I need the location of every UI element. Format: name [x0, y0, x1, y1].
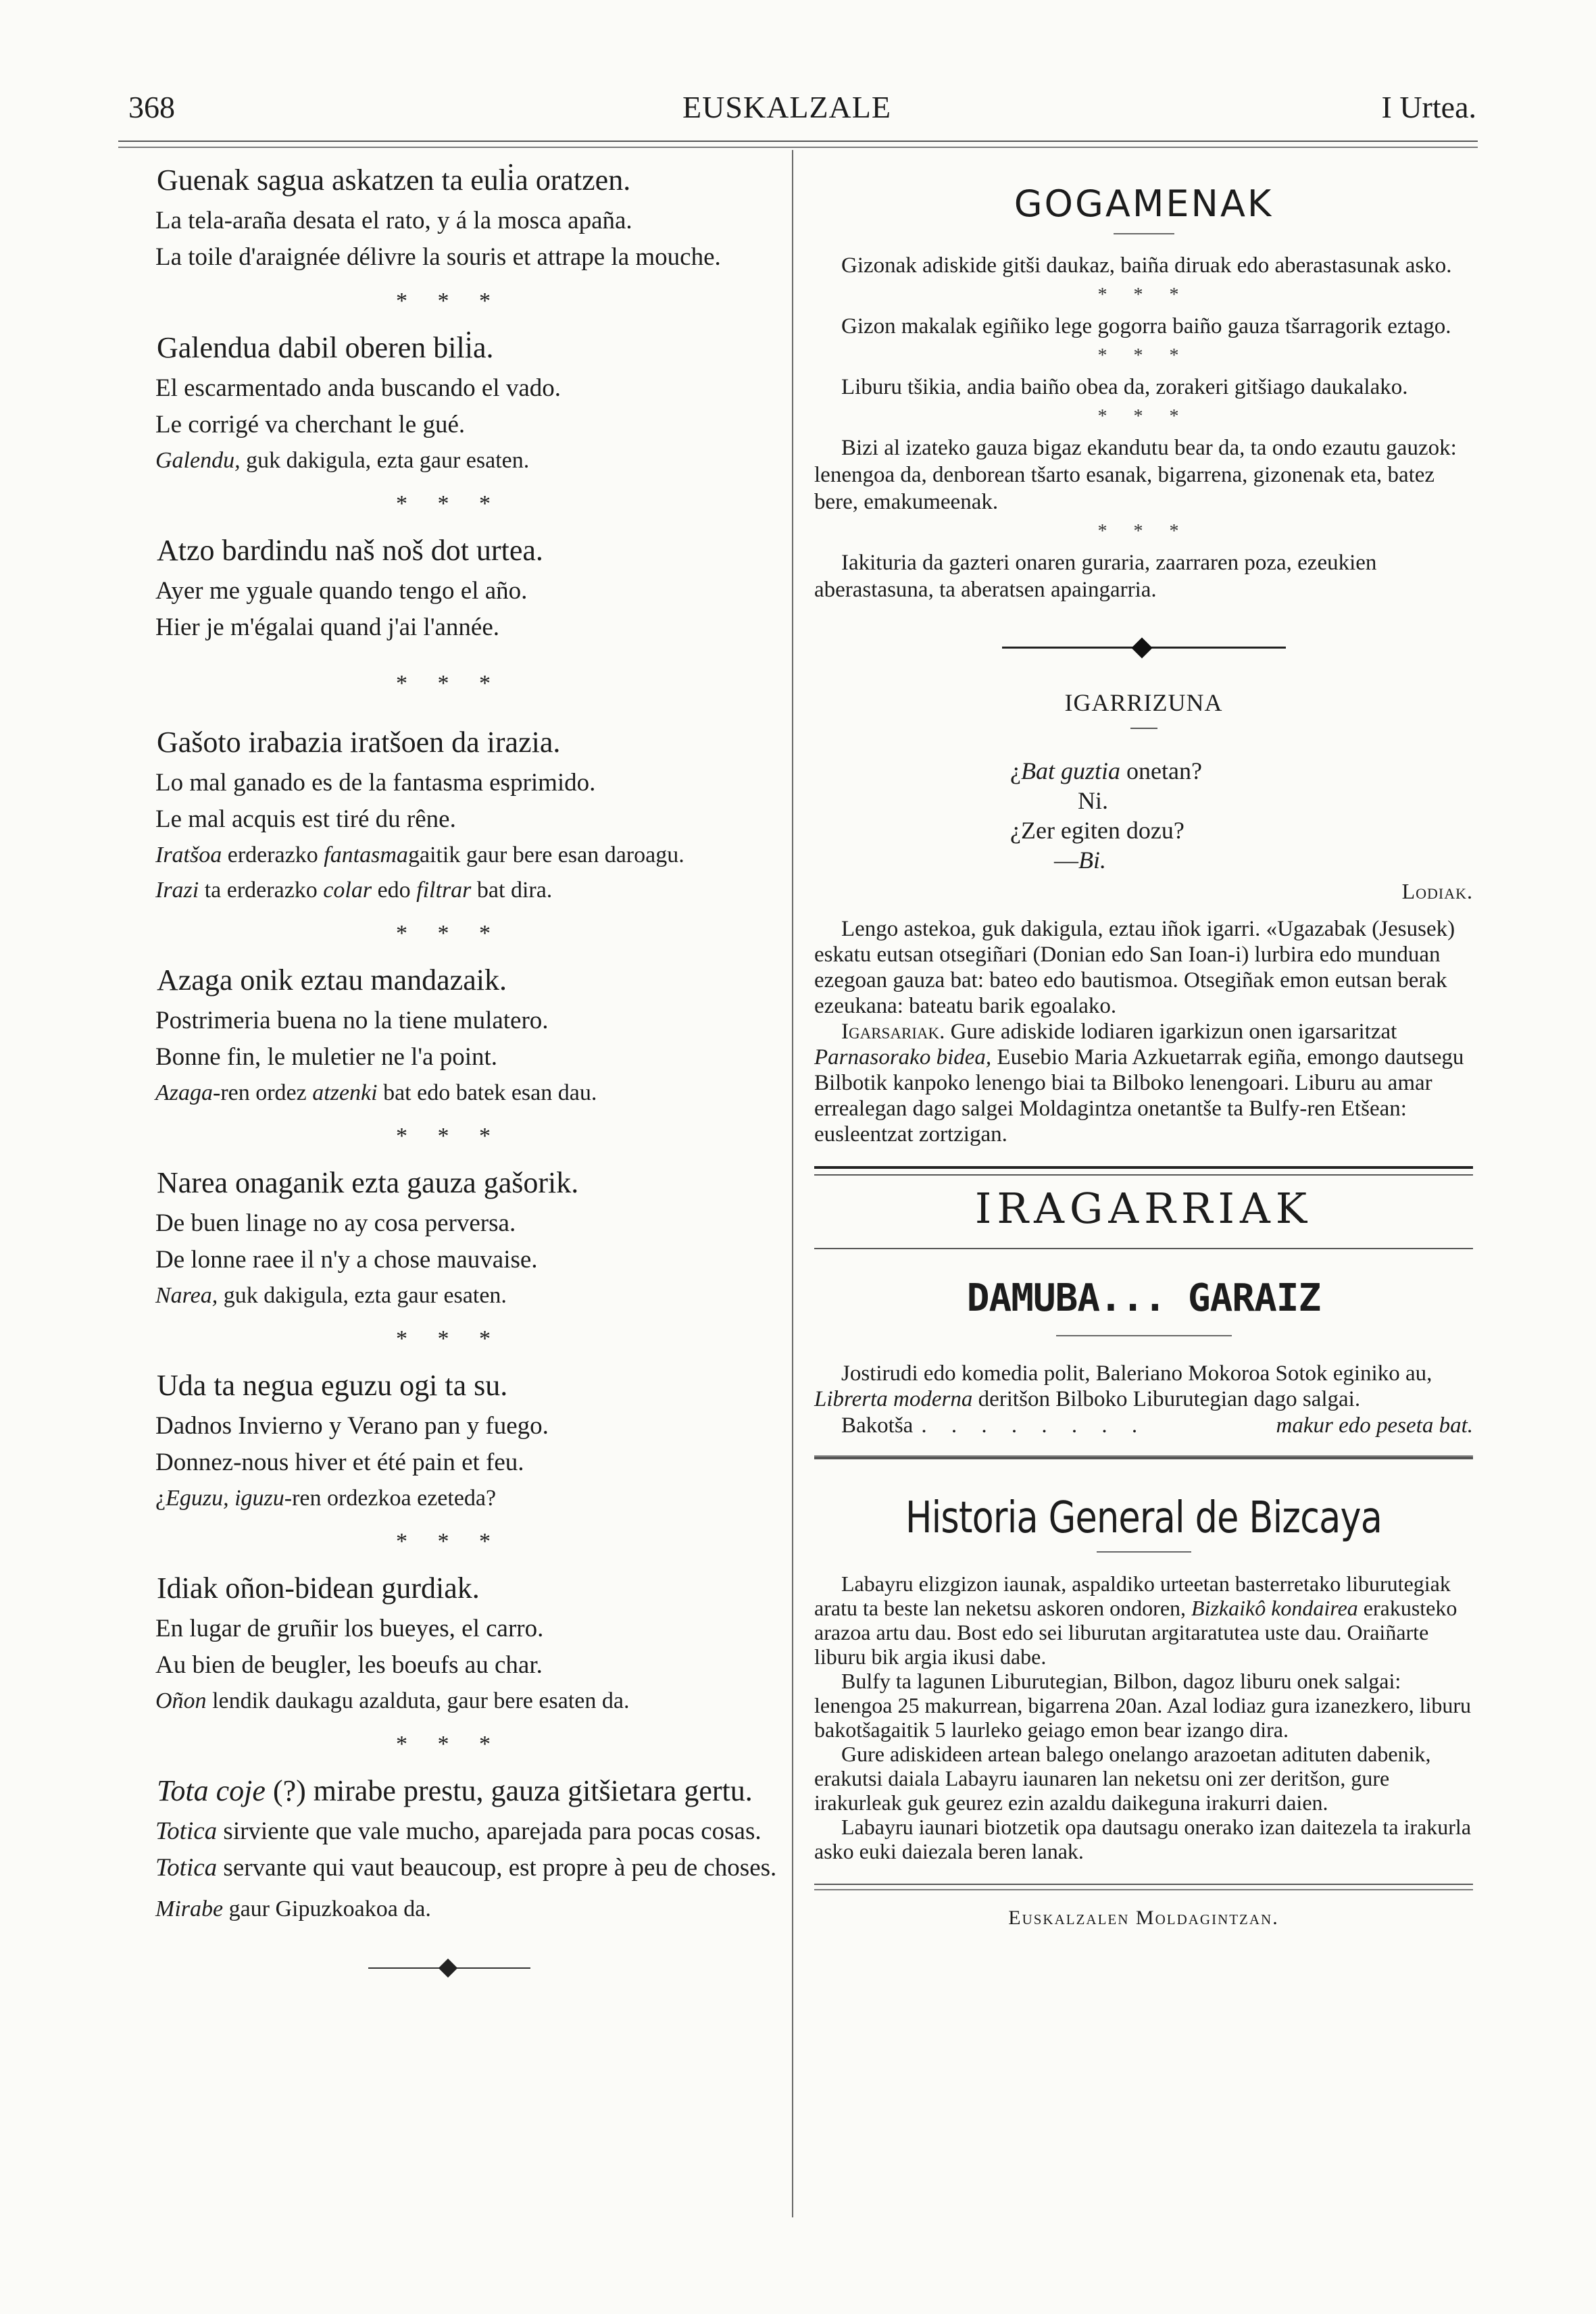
french-translation: Donnez-nous hiver et été pain et feu. — [155, 1449, 524, 1476]
ad-text: Jostirudi edo komedia polit, Baleriano Mokoroa Sotok eginiko au, Librerta moderna deritšon Bilboko Liburutegian dago salgai. — [814, 1361, 1432, 1411]
proverb-note: Oñon lendik daukagu azalduta, gaur bere esaten da. — [155, 1688, 630, 1713]
title-rule — [1097, 1551, 1191, 1553]
french-translation: Le corrigé va cherchant le gué. — [155, 411, 466, 438]
proverb: Uda ta negua eguzu ogi ta su. — [157, 1369, 508, 1402]
proverb-note: Irazi ta erderazko colar edo filtrar bat dira. — [155, 878, 553, 903]
riddle-signature: Lodiak. — [1401, 879, 1473, 903]
ornament-divider — [368, 1958, 530, 1978]
separator-stars: * * * — [396, 491, 503, 516]
spanish-translation: El escarmentado anda buscando el vado. — [155, 374, 561, 402]
spanish-translation: En lugar de gruñir los bueyes, el carro. — [155, 1615, 544, 1642]
column-divider — [792, 150, 793, 2217]
header-rule — [118, 141, 1478, 148]
proverb-note: Iratšoa erderazko fantasmagaitik gaur bere esan daroagu. — [155, 842, 684, 867]
separator-stars: * * * — [396, 1124, 503, 1149]
proverb-note: Galendu, guk dakigula, ezta gaur esaten. — [155, 448, 530, 473]
thought-item: Gizonak adiskide gitši daukaz, baiña diruak edo aberastasunak asko. — [841, 253, 1452, 278]
spanish-translation: La tela-araña desata el rato, y á la mosca apaña. — [155, 207, 632, 234]
riddle-line: —Bi. — [1054, 847, 1106, 874]
proverb: Gašoto irabazia iratšoen da irazia. — [157, 726, 561, 759]
riddle-line: Ni. — [1078, 787, 1108, 814]
thought-item: Liburu tšikia, andia baiño obea da, zorakeri gitšiago daukalako. — [841, 375, 1408, 399]
proverb-note: ¿Eguzu, iguzu-ren ordezkoa ezeteda? — [155, 1486, 497, 1511]
separator-stars: * * * — [1097, 345, 1190, 366]
separator-stars: * * * — [396, 1326, 503, 1351]
proverb: Idiak oñon-bidean gurdiak. — [157, 1571, 480, 1605]
ad-title: DAMUBA... GARAIZ — [966, 1276, 1321, 1320]
ad-title: Historia General de Bizcaya — [905, 1493, 1382, 1543]
announcements-title: IRAGARRIAK — [974, 1184, 1313, 1233]
proverb-note: Azaga-ren ordez atzenki bat edo batek esan dau. — [155, 1080, 597, 1105]
journal-title: EUSKALZALE — [682, 90, 891, 124]
footer-rule — [814, 1884, 1473, 1890]
price-line — [814, 1412, 1473, 1439]
proverb: Tota coje (?) mirabe prestu, gauza gitšietara gertu. — [157, 1774, 753, 1807]
separator-stars: * * * — [396, 1732, 503, 1757]
french-translation: Bonne fin, le muletier ne l'a point. — [155, 1043, 498, 1071]
proverb: Guenak sagua askatzen ta euli̇a oratzen. — [157, 164, 631, 197]
riddle-prize: Igarsariak. Gure adiskide lodiaren igarkizun onen igarsaritzat Parnasorako bidea, Eusebio Maria Azkuetarrak egiña, emongo dautsegu Bilbotik kanpoko lenengo biai ta Bilboko lenengoari. Liburu au amar errealegan dago salgei Moldagintza onetantše ta Bulfy-ren Etšean: eusleentzat zortzigan. — [814, 1020, 1464, 1147]
leader-dots: . . . . . . . . — [921, 1413, 1147, 1438]
thought-item: Gizon makalak egiñiko lege gogorra baiño gauza tšarragorik eztago. — [841, 314, 1451, 338]
thought-item: Iakituria da gazteri onaren guraria, zaarraren poza, ezeukien aberastasuna, ta aberatsen apaingarria. — [814, 551, 1377, 602]
page-number: 368 — [128, 90, 175, 124]
separator-stars: * * * — [1097, 521, 1190, 542]
year-label: I Urtea. — [1381, 90, 1476, 124]
separator-stars: * * * — [396, 921, 503, 946]
riddle-line: ¿Zer egiten dozu? — [1010, 817, 1184, 844]
separator-stars: * * * — [1097, 406, 1190, 427]
printer-imprint: Euskalzalen Moldagintzan. — [1008, 1907, 1279, 1929]
riddle-line: ¿Bat guztia onetan? — [1010, 757, 1202, 784]
spanish-translation: De buen linage no ay cosa perversa. — [155, 1209, 516, 1237]
proverb: Azaga onik eztau mandazaik. — [157, 963, 507, 997]
spanish-translation: Totica sirviente que vale mucho, aparejada para pocas cosas. — [155, 1817, 762, 1845]
proverb: Narea onaganik ezta gauza gašorik. — [157, 1166, 579, 1199]
running-header — [128, 89, 1476, 136]
price-value: makur edo peseta bat. — [1276, 1413, 1473, 1438]
french-translation: De lonne raee il n'y a chose mauvaise. — [155, 1246, 538, 1274]
ad-paragraph: Labayru iaunari biotzetik opa dautsagu onerako izan daitezela ta irakurla asko euki daiezala beren lanak. — [814, 1815, 1472, 1863]
ad-paragraph: Bulfy ta lagunen Liburutegian, Bilbon, dagoz liburu onek salgai: lenengoa 25 makurrean, bigarrena 20an. Azal lodiaz gura izanezkero, liburu bakotšagaitik 5 laurleko geiago emon bear izango dira. — [814, 1669, 1472, 1742]
proverb: Galendua dabil oberen bili̇a. — [157, 331, 494, 364]
riddle-answer: Lengo astekoa, guk dakigula, eztau iñok igarri. «Ugazabak (Jesusek) eskatu eutsan otsegiñari (Donian edo San Ioan-i) lurbira edo munduan ezegoan gauza bat: bateo edo bautismoa. Otsegiñak emon eutsan berak ezeukana: bateatu barik egoalako. — [814, 917, 1455, 1018]
section-rule — [814, 1166, 1473, 1176]
proverbs-column — [115, 162, 784, 1978]
french-translation: Totica servante qui vaut beaucoup, est propre à peu de choses. — [155, 1854, 777, 1882]
proverb-note: Mirabe gaur Gipuzkoakoa da. — [155, 1896, 431, 1921]
ornament-divider — [1002, 637, 1286, 657]
title-rule — [1114, 233, 1174, 234]
riddle-title: IGARRIZUNA — [1064, 689, 1223, 716]
ad-paragraph: Labayru elizgizon iaunak, aspaldiko urteetan basterretako liburutegiak aratu ta beste lan neketsu askoren ondoren, Bizkaikô kondairea erakusteko arazoa artu dau. Bost edo sei liburutan argitaratutea uste dau. Oraiñarte liburu bik argia ikusi dabe. — [814, 1571, 1457, 1669]
section-rule — [814, 1455, 1473, 1459]
title-rule — [1130, 728, 1157, 729]
french-translation: Hier je m'égalai quand j'ai l'année. — [155, 613, 500, 641]
right-column — [814, 162, 1473, 1930]
spanish-translation: Lo mal ganado es de la fantasma esprimido. — [155, 769, 596, 797]
price-label: Bakotša — [841, 1413, 914, 1438]
spanish-translation: Postrimeria buena no la tiene mulatero. — [155, 1007, 549, 1034]
french-translation: Le mal acquis est tiré du rêne. — [155, 805, 456, 833]
french-translation: Au bien de beugler, les boeufs au char. — [155, 1651, 543, 1679]
separator-stars: * * * — [396, 671, 503, 696]
separator-stars: * * * — [1097, 284, 1190, 305]
thoughts-title: GOGAMENAK — [1014, 182, 1274, 225]
proverb: Atzo bardindu naš noš dot urtea. — [157, 534, 543, 567]
separator-stars: * * * — [396, 288, 503, 313]
separator-stars: * * * — [396, 1529, 503, 1554]
proverb-note: Narea, guk dakigula, ezta gaur esaten. — [155, 1283, 507, 1308]
spanish-translation: Ayer me yguale quando tengo el año. — [155, 577, 528, 605]
spanish-translation: Dadnos Invierno y Verano pan y fuego. — [155, 1412, 549, 1440]
section-rule — [814, 1248, 1473, 1249]
ad-paragraph: Gure adiskideen artean balego onelango arazoetan adituten dabenik, erakutsi daiala Labayru iaunaren lan neketsu oni zer deritšon, gure irakurleak guk geurez ezin azaldu daikeguna irakurri daien. — [814, 1742, 1431, 1815]
french-translation: La toile d'araignée délivre la souris et attrape la mouche. — [155, 243, 721, 271]
thought-item: Bizi al izateko gauza bigaz ekandutu bear da, ta ondo ezautu gauzok: lenengoa da, denborean tšarto esanak, bigarrena, gizonenak eta, batez bere, emakumeenak. — [814, 436, 1457, 514]
title-rule — [1056, 1335, 1232, 1336]
